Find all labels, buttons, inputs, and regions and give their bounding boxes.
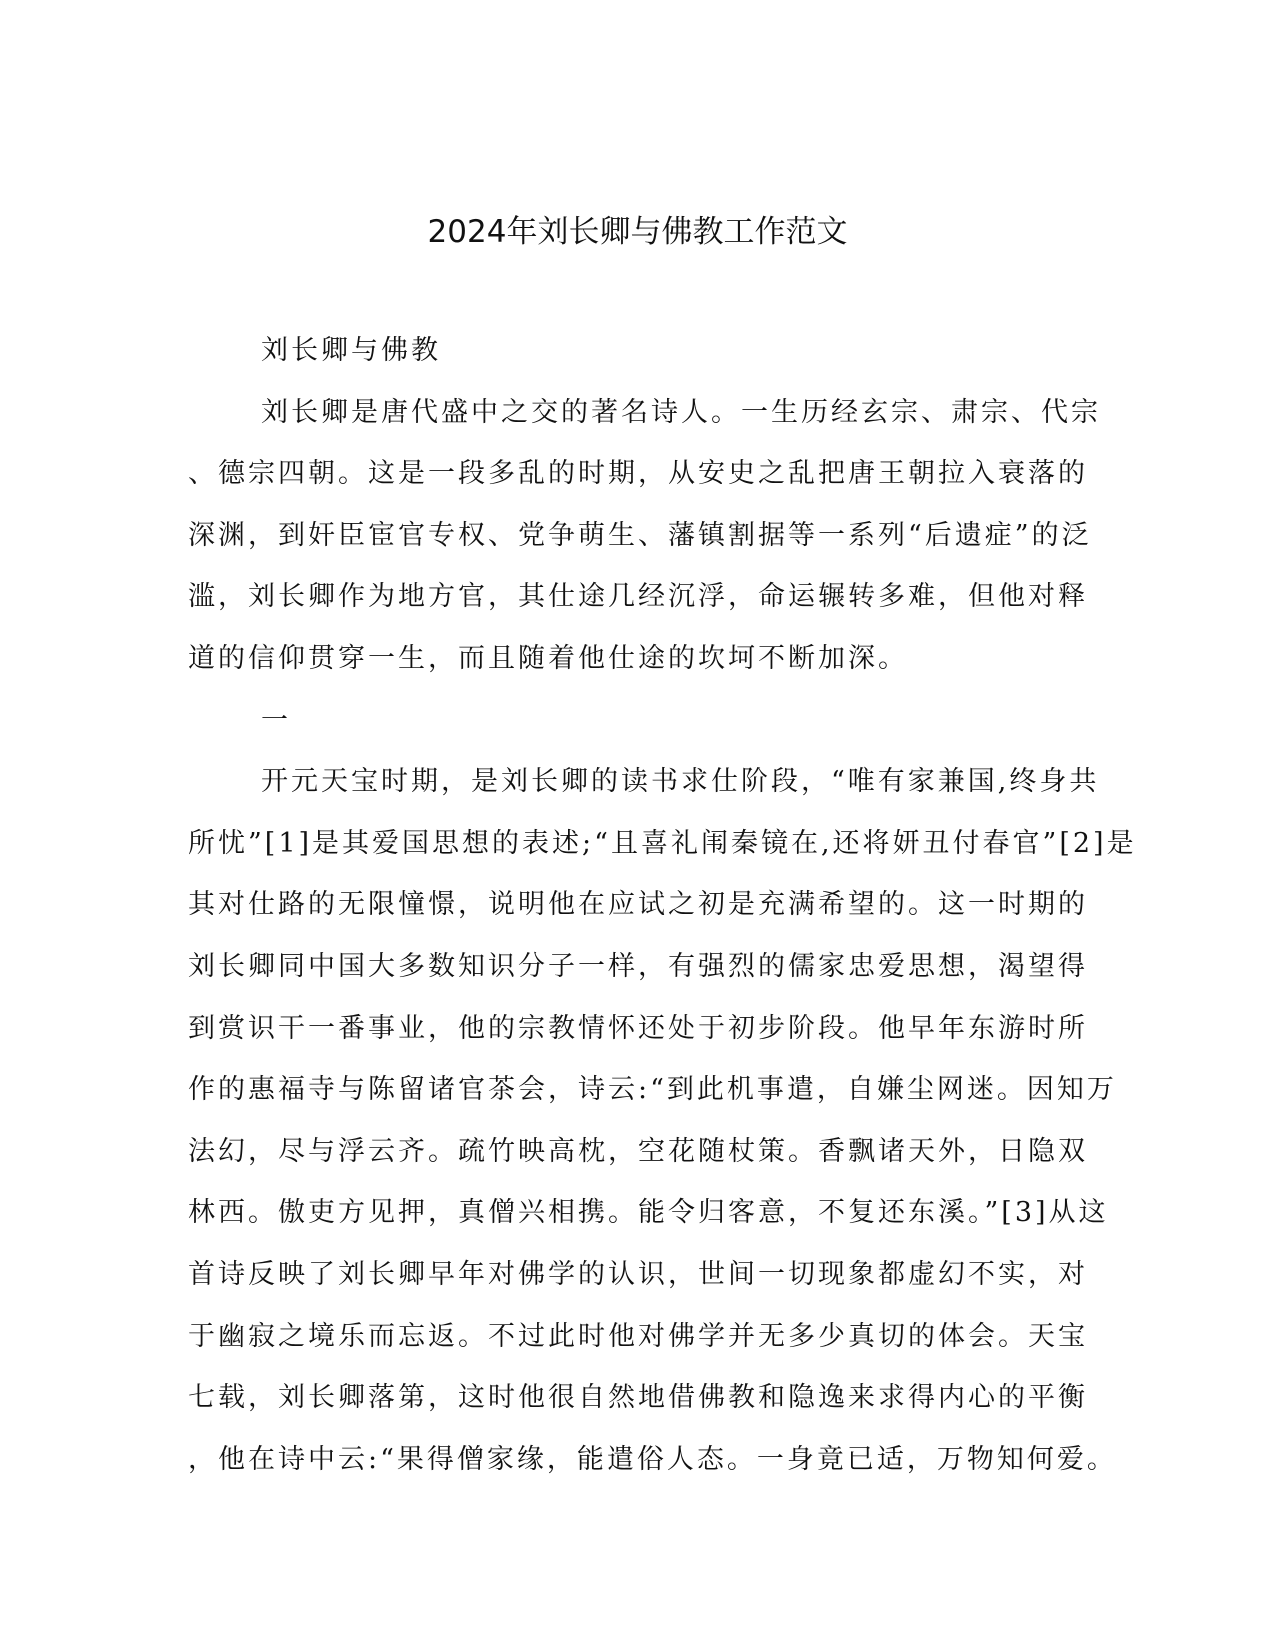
text-line: 作的惠福寺与陈留诸官茶会，诗云:“到此机事遣，自嫌尘网迷。因知万 bbox=[188, 1074, 1117, 1106]
text-line: 刘长卿同中国大多数知识分子一样，有强烈的儒家忠爱思想，渴望得 bbox=[188, 950, 1088, 982]
text-line: 到赏识干一番事业，他的宗教情怀还处于初步阶段。他早年东游时所 bbox=[188, 1012, 1088, 1044]
document-title: 2024年刘长卿与佛教工作范文 bbox=[427, 214, 848, 250]
text-line: 一 bbox=[261, 704, 291, 736]
text-line: 首诗反映了刘长卿早年对佛学的认识，世间一切现象都虚幻不实，对 bbox=[188, 1258, 1088, 1290]
text-line: 刘长卿与佛教 bbox=[261, 335, 441, 366]
text-line: 、德宗四朝。这是一段多乱的时期，从安史之乱把唐王朝拉入衰落的 bbox=[188, 458, 1088, 490]
text-line: 开元天宝时期，是刘长卿的读书求仕阶段，“唯有家兼国,终身共 bbox=[261, 766, 1100, 798]
text-line: 所忧”[1]是其爱国思想的表述;“且喜礼闱秦镜在,还将妍丑付春官”[2]是 bbox=[188, 827, 1137, 859]
text-line: 滥，刘长卿作为地方官，其仕途几经沉浮，命运辗转多难，但他对释 bbox=[188, 581, 1088, 613]
text-line: 于幽寂之境乐而忘返。不过此时他对佛学并无多少真切的体会。天宝 bbox=[188, 1320, 1088, 1352]
text-line: 刘长卿是唐代盛中之交的著名诗人。一生历经玄宗、肃宗、代宗 bbox=[261, 396, 1101, 428]
text-line: ，他在诗中云:“果得僧家缘，能遣俗人态。一身竟已适，万物知何爱。 bbox=[188, 1443, 1117, 1475]
document-body bbox=[188, 333, 1137, 1503]
text-line: 道的信仰贯穿一生，而且随着他仕途的坎坷不断加深。 bbox=[188, 642, 908, 674]
text-line: 法幻，尽与浮云齐。疏竹映高枕，空花随杖策。香飘诸天外，日隐双 bbox=[188, 1135, 1088, 1167]
text-line: 深渊，到奸臣宦官专权、党争萌生、藩镇割据等一系列“后遗症”的泛 bbox=[188, 519, 1092, 551]
text-line: 林西。傲吏方见押，真僧兴相携。能令归客意，不复还东溪。”[3]从这 bbox=[188, 1197, 1109, 1229]
text-line: 其对仕路的无限憧憬，说明他在应试之初是充满希望的。这一时期的 bbox=[188, 889, 1088, 921]
text-line: 七载，刘长卿落第，这时他很自然地借佛教和隐逸来求得内心的平衡 bbox=[188, 1382, 1088, 1414]
